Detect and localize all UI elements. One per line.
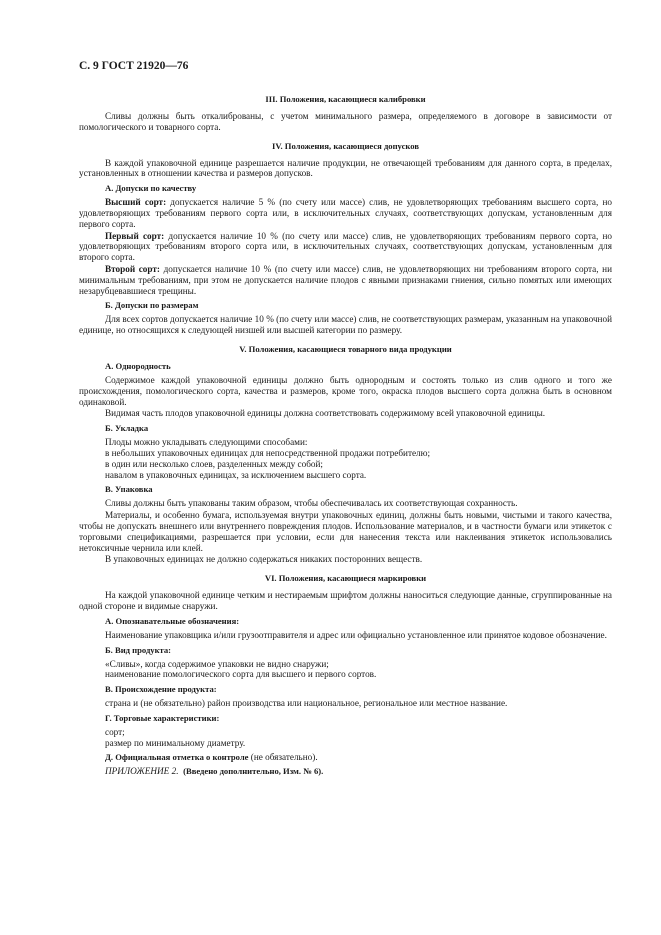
subsection-title: В. Упаковка xyxy=(105,484,153,495)
paragraph-text: допускается наличие 10 % (по счету или массе) слив, не удовлетворяющих ни требованиям второго сорта, ни минимальным требованиям, при этом не допускается наличие плодов с явными признаками гниения, сильно помятых или имеющих незарубцевавшиеся трещины. xyxy=(79,263,613,296)
section-4-title: IV. Положения, касающиеся допусков xyxy=(272,140,419,151)
grade-lead: Высший сорт: xyxy=(105,197,167,208)
list-line: в один или несколько слоев, разделенных между собой; xyxy=(105,458,323,469)
subsection-title: Б. Допуски по размерам xyxy=(105,300,199,311)
paragraph: Для всех сортов допускается наличие 10 % (по счету или массе) слив, не соответствующих размерам, указанным на упаковочной единице, но относящихся к следующей низшей или высшей категории по размеру. xyxy=(79,314,612,336)
paragraph: Видимая часть плодов упаковочной единицы должна соответствовать содержимому всей упаковочной единицы. xyxy=(105,408,546,419)
subsection-title: А. Допуски по качеству xyxy=(105,183,197,194)
paragraph: Содержимое каждой упаковочной единицы должно быть однородным и состоять только из слив одного и того же происхождения, помологического сорта, качества и размеров, кроме того, окраска плодов высшего сорта должна быть в основном одинаковой. xyxy=(79,374,612,407)
list-line: размер по минимальному диаметру. xyxy=(105,737,246,748)
paragraph xyxy=(79,231,612,263)
paragraph xyxy=(79,197,612,229)
paragraph: Сливы должны быть упакованы таким образом, чтобы обеспечивалась их соответствующая сохранность. xyxy=(105,498,518,509)
subsection-title xyxy=(105,752,612,762)
list-line: в небольших упаковочных единицах для непосредственной продажи потребителю; xyxy=(105,447,431,458)
subsection-title-bold: Д. Официальная отметка о контроле xyxy=(105,752,249,763)
paragraph: Материалы, и особенно бумага, используемая внутри упаковочных единиц, должны быть новыми, чистыми и такого качества, чтобы не допускать внешнего или внутреннего повреждения плодов. Использование материалов, и в частности бумаги или этикеток с торговыми спецификациями, разрешается при условии, если для нанесения текста или наклеивания этикеток использовались нетоксичные чернила или клей. xyxy=(79,510,612,553)
paragraph xyxy=(79,264,612,296)
list-line: наименование помологического сорта для высшего и первого сортов. xyxy=(105,669,377,680)
subsection-title: А. Опознавательные обозначения: xyxy=(105,615,240,626)
subsection-title: Б. Укладка xyxy=(105,423,149,434)
paragraph: Наименование упаковщика и/или грузоотправителя и адрес или официально установленное или принятое кодовое обозначение. xyxy=(105,629,607,640)
list-line: «Сливы», когда содержимое упаковки не видно снаружи; xyxy=(105,658,329,669)
list-line: сорт; xyxy=(105,726,125,737)
list-line: навалом в упаковочных единицах, за исключением высшего сорта. xyxy=(105,469,367,480)
paragraph: На каждой упаковочной единице четким и нестираемым шрифтом должны наноситься следующие данные, сгруппированные на одной стороне и видимые снаружи. xyxy=(79,590,612,611)
appendix-note xyxy=(105,766,612,776)
subsection-title: Б. Вид продукта: xyxy=(105,644,172,655)
appendix-label: ПРИЛОЖЕНИЕ 2. xyxy=(105,766,179,777)
section-3-title: III. Положения, касающиеся калибровки xyxy=(265,94,426,104)
list-line: страна и (не обязательно) район производства или национальное, региональное или местное название. xyxy=(105,698,508,709)
grade-lead: Второй сорт: xyxy=(105,263,160,274)
paragraph-text: допускается наличие 10 % (по счету или массе) слив, не удовлетворяющих требованиям первого сорта, но удовлетворяющих требованиям второго сорта или, в исключительных случаях, соответствующих допускам, установленным для второго сорта. xyxy=(79,230,613,263)
section-6-title: VI. Положения, касающиеся маркировки xyxy=(264,573,427,584)
subsection-title: В. Происхождение продукта: xyxy=(105,684,217,695)
appendix-amendment: (Введено дополнительно, Изм. № 6). xyxy=(183,766,324,777)
running-head: С. 9 ГОСТ 21920—76 xyxy=(79,60,189,72)
subsection-title-rest: (не обязательно). xyxy=(248,752,318,763)
subsection-title: Г. Торговые характеристики: xyxy=(105,712,220,723)
list-line: Плоды можно укладывать следующими способами: xyxy=(105,437,308,448)
paragraph: В каждой упаковочной единице разрешается наличие продукции, не отвечающей требованиям для данного сорта, в пределах, установленных в отношении качества и размеров допусков. xyxy=(79,157,612,179)
grade-lead: Первый сорт: xyxy=(105,230,165,241)
section-5-title: V. Положения, касающиеся товарного вида продукции xyxy=(239,343,452,354)
subsection-title: А. Однородность xyxy=(105,360,171,371)
paragraph: В упаковочных единицах не должно содержаться никаких посторонних веществ. xyxy=(105,554,423,565)
paragraph-text: допускается наличие 5 % (по счету или массе) слив, не удовлетворяющих требованиям высшего сорта, но удовлетворяющих требованиям первого сорта или, в исключительных случаях, соответствующих допускам, установленным для первого сорта. xyxy=(79,197,612,229)
paragraph: Сливы должны быть откалиброваны, с учетом минимального размера, определяемого в договоре в зависимости от помологического и товарного сорта. xyxy=(79,111,612,132)
